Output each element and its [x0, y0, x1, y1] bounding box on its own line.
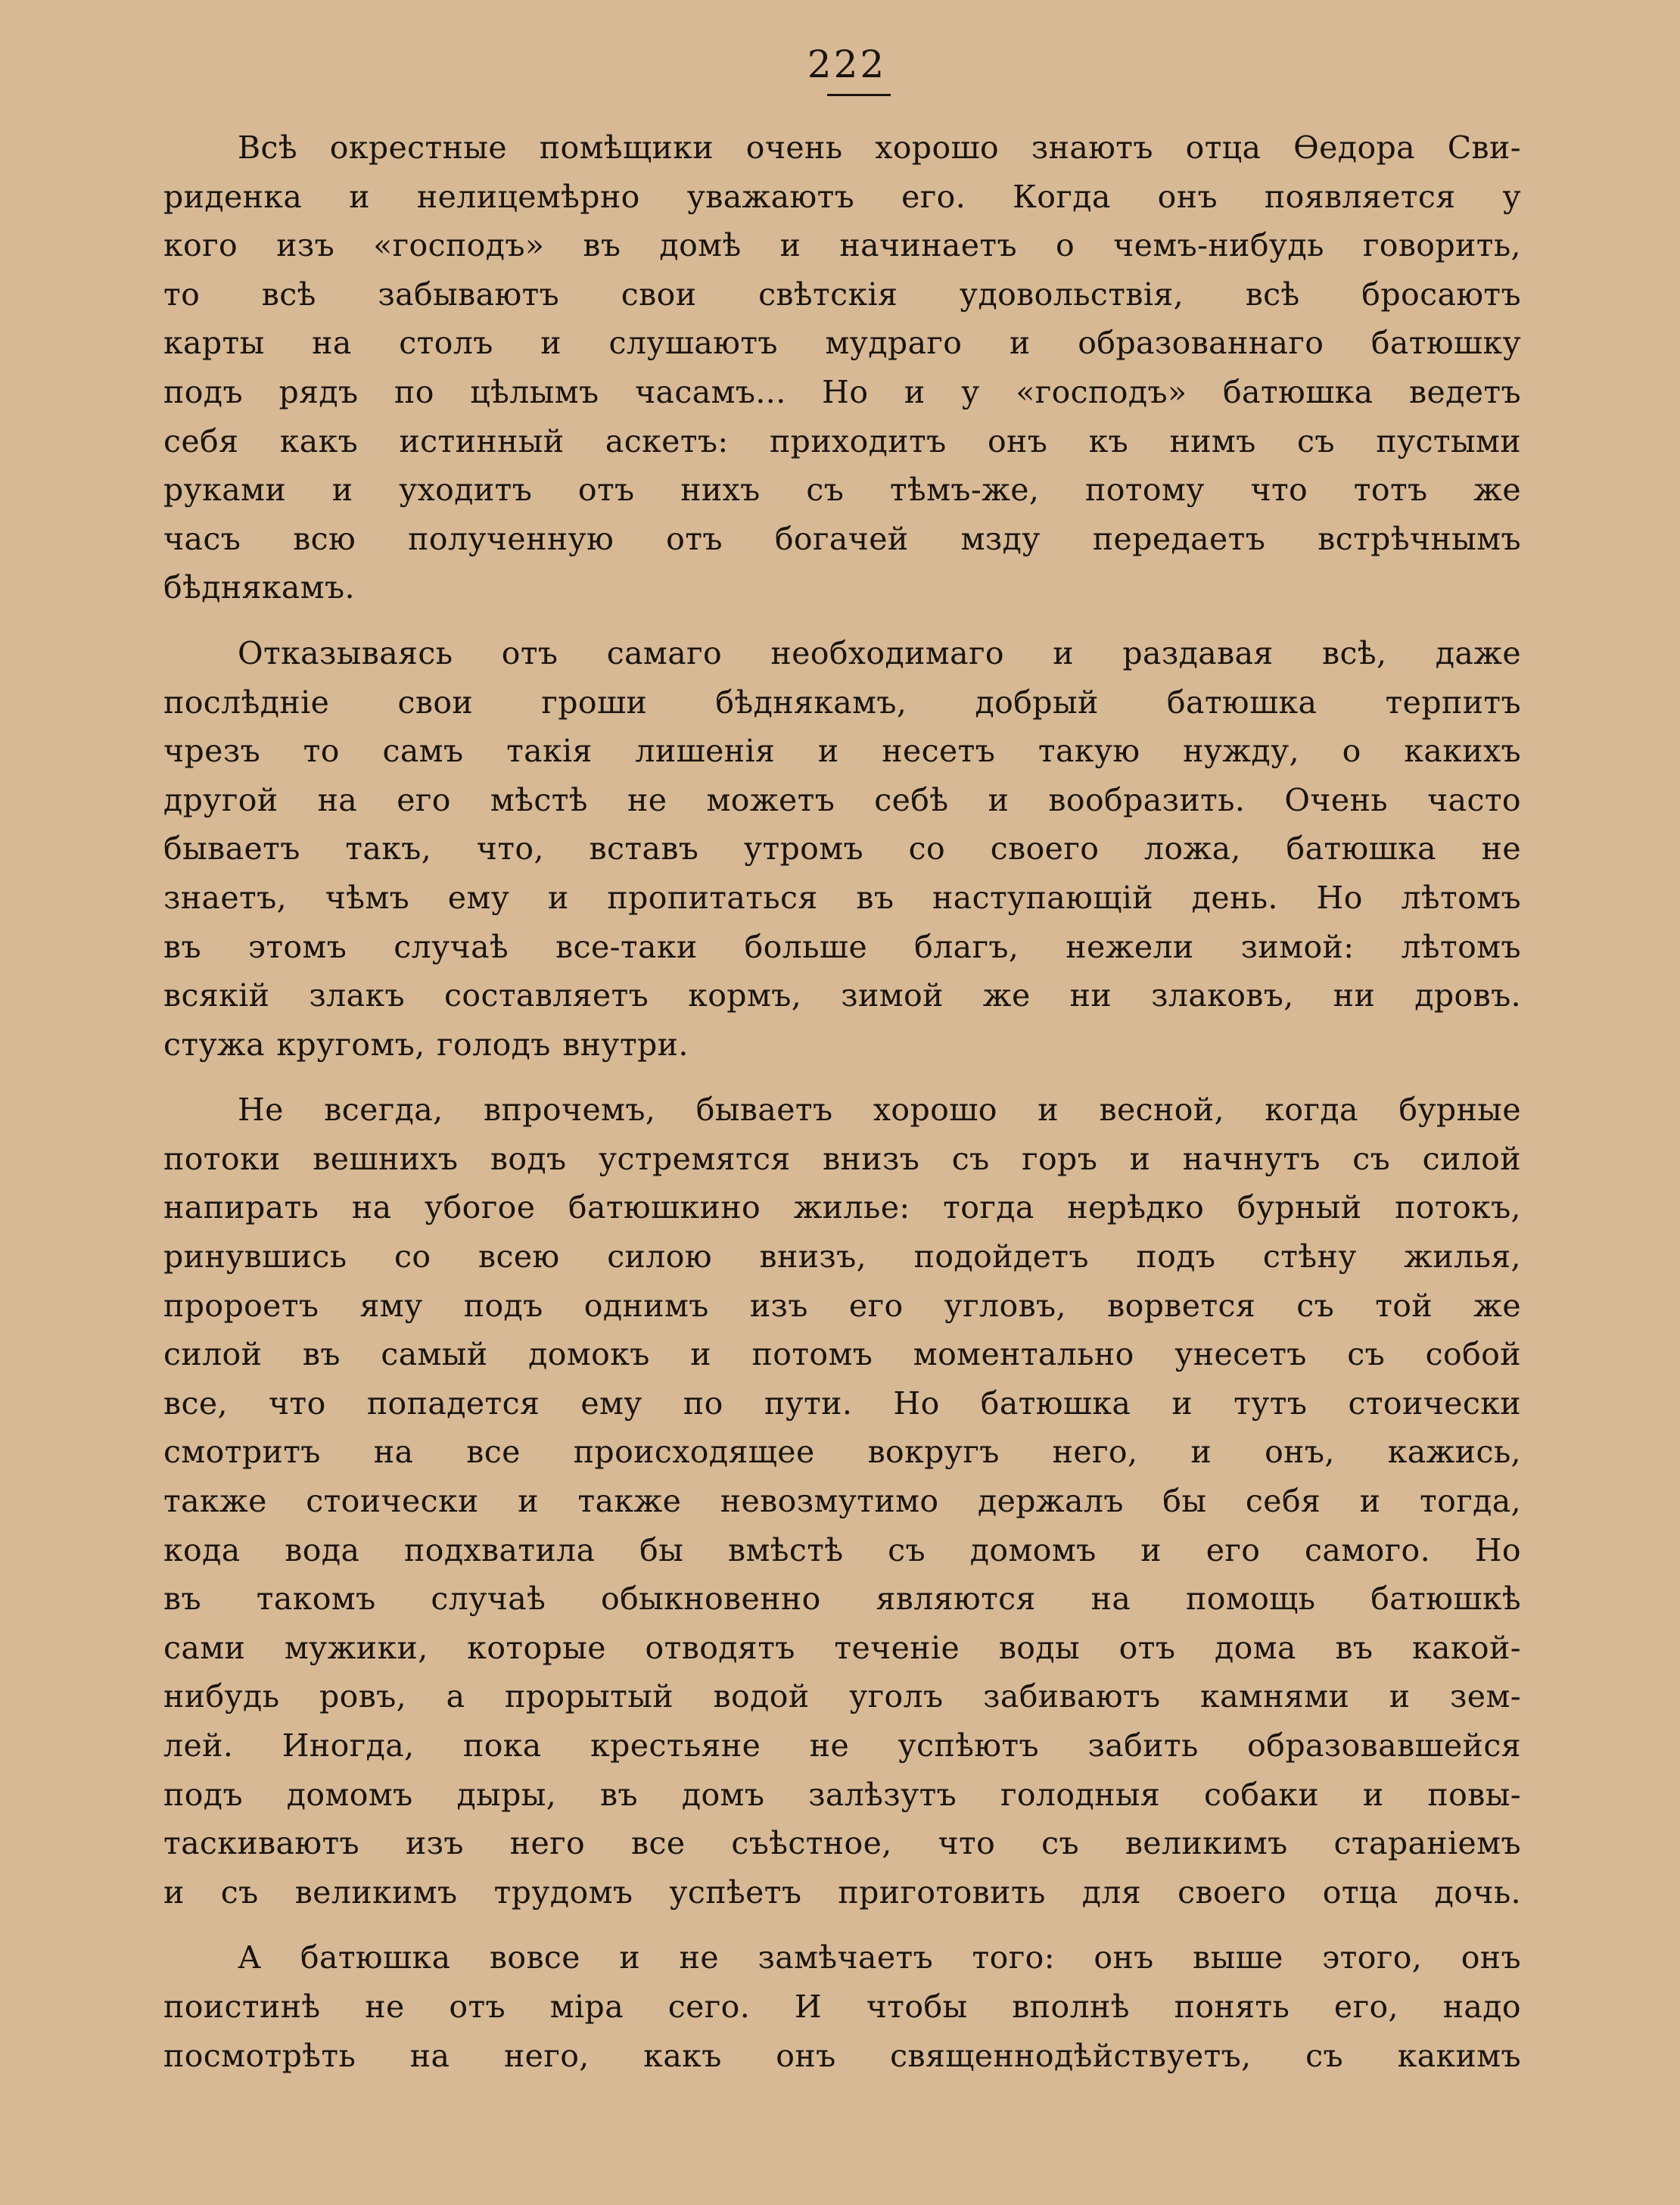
- text-line: нибудь ровъ, а прорытый водой уголъ забиваютъ камнями и зем-: [163, 1678, 1521, 1715]
- text-line: Не всегда, впрочемъ, бываетъ хорошо и весной, когда бурные: [238, 1092, 1521, 1129]
- text-line: все, что попадется ему по пути. Но батюшка и тутъ стоически: [163, 1384, 1521, 1422]
- page-text: [163, 123, 1521, 2080]
- text-line: себя какъ истинный аскетъ: приходитъ онъ къ нимъ съ пустыми: [163, 422, 1521, 459]
- text-line: Отказываясь отъ самаго необходимаго и раздавая всѣ, даже: [238, 634, 1521, 671]
- text-line: въ этомъ случаѣ все-таки больше благъ, нежели зимой: лѣтомъ: [163, 928, 1521, 965]
- text-line: посмотрѣть на него, какъ онъ священнодѣйствуетъ, съ какимъ: [163, 2037, 1521, 2074]
- text-line: смотритъ на все происходящее вокругъ него, и онъ, кажись,: [163, 1434, 1521, 1471]
- page-number-rule: [827, 94, 891, 96]
- text-line: кода вода подхватила бы вмѣстѣ съ домомъ и его самого. Но: [163, 1531, 1521, 1568]
- text-line: руками и уходитъ отъ нихъ съ тѣмъ-же, потому что тотъ же: [163, 472, 1521, 509]
- text-line: кого изъ «господъ» въ домѣ и начинаетъ о чемъ-нибудь говорить,: [163, 227, 1521, 264]
- text-line: силой въ самый домокъ и потомъ моментально унесетъ съ собой: [163, 1336, 1521, 1373]
- text-line: Всѣ окрестные помѣщики очень хорошо знаютъ отца Ѳедора Сви-: [238, 129, 1521, 166]
- text-line: таскиваютъ изъ него все съѣстное, что съ великимъ стараніемъ: [163, 1825, 1521, 1862]
- text-line: также стоически и также невозмутимо держалъ бы себя и тогда,: [163, 1483, 1521, 1520]
- text-line: и съ великимъ трудомъ успѣетъ приготовить для своего отца дочь.: [163, 1873, 1521, 1911]
- text-line: чрезъ то самъ такія лишенія и несетъ такую нужду, о какихъ: [163, 733, 1521, 770]
- paragraph: [163, 1933, 1521, 2080]
- text-line: бываетъ такъ, что, вставъ утромъ со своего ложа, батюшка не: [163, 830, 1521, 867]
- text-line: сами мужики, которые отводятъ теченіе воды отъ дома въ какой-: [163, 1629, 1521, 1666]
- text-line: подъ рядъ по цѣлымъ часамъ... Но и у «господъ» батюшка ведетъ: [163, 373, 1521, 410]
- text-line: другой на его мѣстѣ не можетъ себѣ и вообразить. Очень часто: [163, 781, 1521, 818]
- paragraph: [163, 1085, 1521, 1917]
- text-line: знаетъ, чѣмъ ему и пропитаться въ наступающій день. Но лѣтомъ: [163, 879, 1521, 916]
- text-line: стужа кругомъ, голодъ внутри.: [163, 1026, 689, 1063]
- text-line: напирать на убогое батюшкино жилье: тогда нерѣдко бурный потокъ,: [163, 1189, 1521, 1226]
- text-line: А батюшка вовсе и не замѣчаетъ того: онъ выше этого, онъ: [238, 1939, 1521, 1976]
- text-line: послѣдніе свои гроши бѣднякамъ, добрый батюшка терпитъ: [163, 684, 1521, 721]
- text-line: бѣднякамъ.: [163, 569, 355, 606]
- text-line: пророетъ яму подъ однимъ изъ его угловъ, ворвется съ той же: [163, 1287, 1521, 1324]
- text-line: лей. Иногда, пока крестьяне не успѣютъ забить образовавшейся: [163, 1727, 1521, 1764]
- text-line: риденка и нелицемѣрно уважаютъ его. Когда онъ появляется у: [163, 178, 1521, 215]
- page-number: 222: [807, 42, 887, 86]
- text-line: всякій злакъ составляетъ кормъ, зимой же ни злаковъ, ни дровъ.: [163, 977, 1521, 1014]
- book-page: [163, 42, 1521, 2080]
- text-line: то всѣ забываютъ свои свѣтскія удовольствія, всѣ бросаютъ: [163, 276, 1521, 313]
- text-line: карты на столъ и слушаютъ мудраго и образованнаго батюшку: [163, 325, 1521, 362]
- text-line: потоки вешнихъ водъ устремятся внизъ съ горъ и начнутъ съ силой: [163, 1140, 1521, 1177]
- text-line: въ такомъ случаѣ обыкновенно являются на помощь батюшкѣ: [163, 1581, 1521, 1618]
- text-line: поистинѣ не отъ міра сего. И чтобы вполнѣ понять его, надо: [163, 1988, 1521, 2025]
- text-line: подъ домомъ дыры, въ домъ залѣзутъ голодныя собаки и повы-: [163, 1776, 1521, 1813]
- text-line: ринувшись со всею силою внизъ, подойдетъ подъ стѣну жилья,: [163, 1238, 1521, 1275]
- paragraph: [163, 123, 1521, 612]
- text-line: часъ всю полученную отъ богачей мзду передаетъ встрѣчнымъ: [163, 520, 1521, 557]
- paragraph: [163, 629, 1521, 1069]
